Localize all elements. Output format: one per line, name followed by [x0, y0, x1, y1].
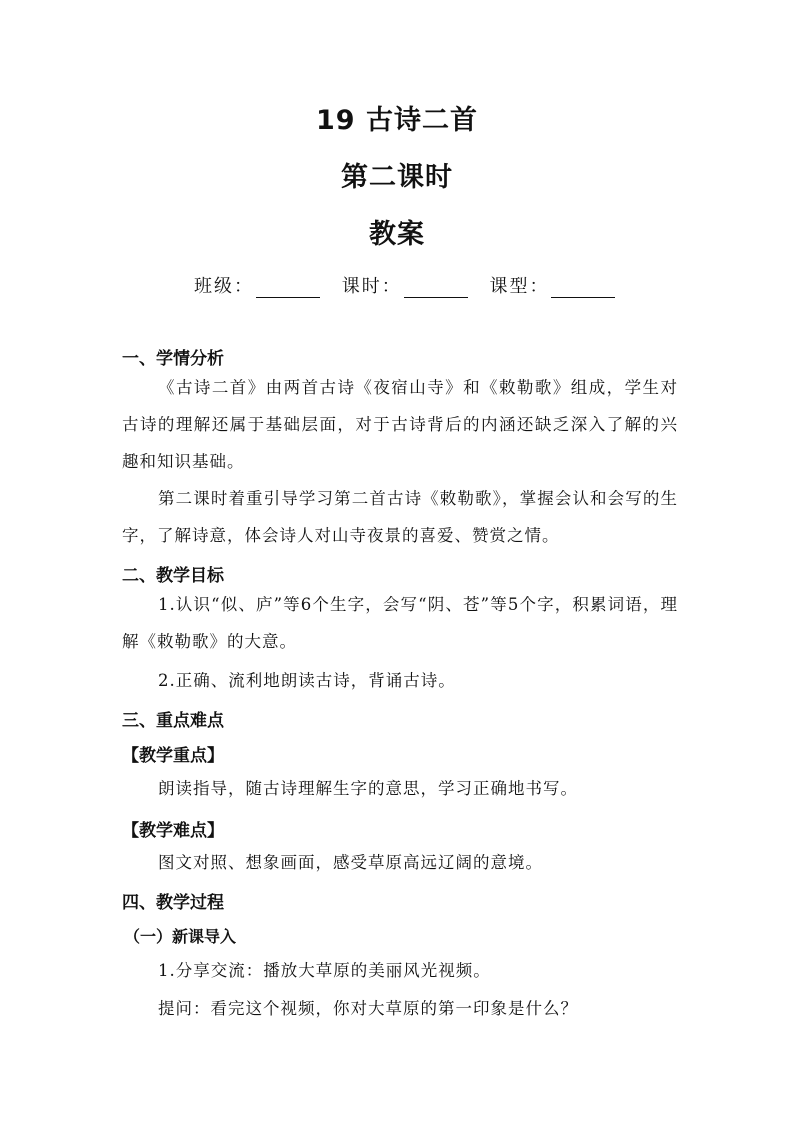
section-1-paragraph-2: 第二课时着重引导学习第二首古诗《敕勒歌》，掌握会认和会写的生字，了解诗意，体会诗人对山寺夜景的喜爱、赞赏之情。 [122, 489, 678, 545]
class-label: 班级： [194, 276, 254, 297]
section-heading-1: 一、学情分析 [122, 349, 224, 369]
key-points-label: 【教学重点】 [122, 746, 224, 766]
period-blank [404, 279, 468, 298]
section-heading-3: 三、重点难点 [122, 711, 224, 731]
difficulty-label: 【教学难点】 [122, 821, 224, 841]
subsection-heading: （一）新课导入 [124, 927, 237, 946]
section-2-paragraph-1: 1.认识“似、庐”等6个生字，会写“阴、苍”等5个字，积累词语，理解《敕勒歌》的大意。 [122, 595, 678, 651]
section-1-paragraph-1: 《古诗二首》由两首古诗《夜宿山寺》和《敕勒歌》组成，学生对古诗的理解还属于基础层面，对于古诗背后的内涵还缺乏深入了解的兴趣和知识基础。 [122, 378, 678, 471]
type-label: 课型： [489, 276, 550, 297]
difficulty-text: 图文对照、想象画面，感受草原高远辽阔的意境。 [158, 853, 543, 872]
type-blank [551, 279, 615, 298]
section-4-paragraph-2: 提问：看完这个视频，你对大草原的第一印象是什么？ [158, 999, 578, 1018]
class-blank [256, 279, 320, 298]
meta-row [194, 272, 624, 298]
section-heading-2: 二、教学目标 [122, 566, 224, 586]
section-heading-4: 四、教学过程 [122, 893, 224, 913]
period-label: 课时： [341, 276, 402, 297]
lesson-title: 19 古诗二首 [316, 105, 478, 136]
document-type: 教案 [369, 219, 425, 250]
lesson-subtitle: 第二课时 [341, 162, 453, 193]
section-4-paragraph-1: 1.分享交流：播放大草原的美丽风光视频。 [158, 961, 491, 980]
section-2-paragraph-2: 2.正确、流利地朗读古诗，背诵古诗。 [158, 671, 456, 690]
key-points-text: 朗读指导，随古诗理解生字的意思，学习正确地书写。 [158, 779, 578, 798]
